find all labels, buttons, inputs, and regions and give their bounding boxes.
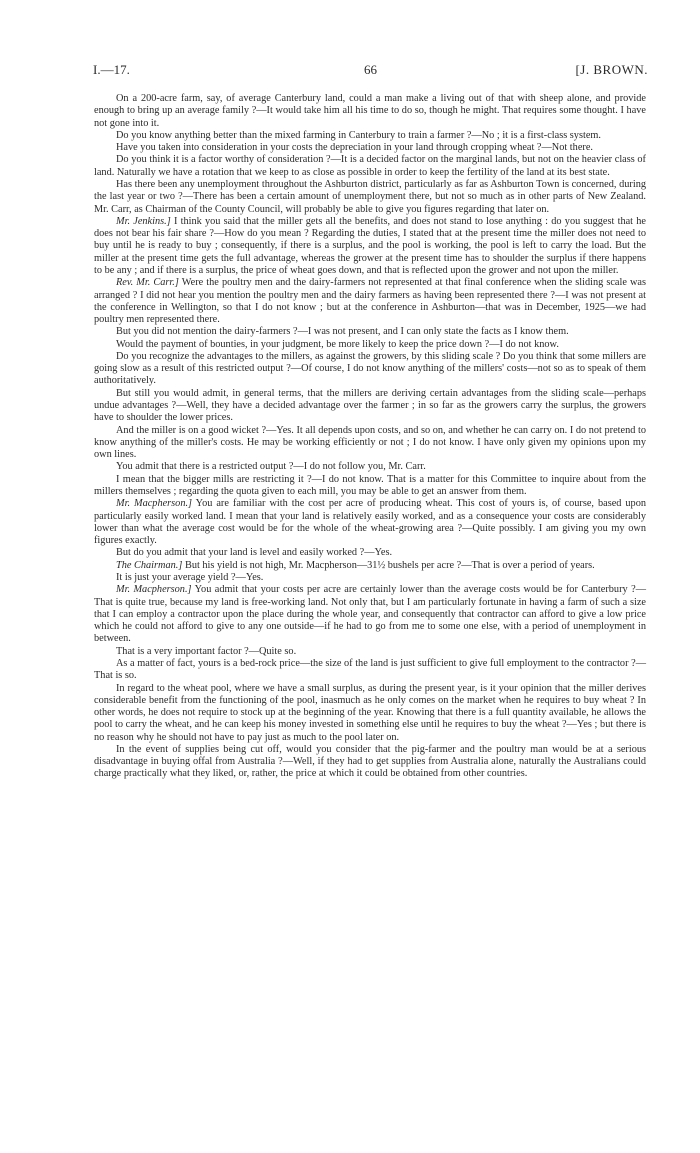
paragraph: In regard to the wheat pool, where we have a small surplus, as during the present year, is it your opinion that the miller derives considerable benefit from the functioning of the pool, inasmuch as he only comes on the market when he requires to buy wheat ? In other words, he does not require to stock up at the beginning of the year. Knowing that there is a full quantity available, he allows the pool to carry the wheat, and he can keep his money invested in something else until he requires to buy the wheat ?—Yes ; but there is no reason why he should not have to pay just as much to the pool later on. [94, 682, 646, 743]
paragraph: Mr. Jenkins.] I think you said that the miller gets all the benefits, and does not stand to lose anything : do you suggest that he does not bear his fair share ?—How do you mean ? Regarding the duties, I stated that at the present time the miller does not need to buy until he is ready to buy ; consequently, if there is a surplus, and the pool is working, the pool is left to carry the load. But the miller at the present time gets the full advantage, whereas the grower at the present time has to shoulder the surplus if there happens to be any ; and if there is a surplus, the price of wheat goes down, and that is reflected upon the grower and not upon the miller. [94, 215, 646, 276]
paragraph: Rev. Mr. Carr.] Were the poultry men and the dairy-farmers not represented at that final conference when the sliding scale was arranged ? I did not hear you mention the poultry men and the dairy farmers as having been represented there ?—I was not present at the conference in Wellington, so that I do not know ; but at the conference in Ashburton—that was in December, 1925—we had poultry men represented there. [94, 277, 646, 326]
paragraph: But you did not mention the dairy-farmers ?—I was not present, and I can only state the facts as I know them. [116, 326, 569, 338]
evidence-text [94, 93, 646, 781]
paragraph: Mr. Macpherson.] You are familiar with the cost per acre of producing wheat. This cost of yours is, of course, based upon particularly easily worked land. I mean that your land is relatively easily worked, and as a consequence your costs are considerably lower than what the average cost would be for the whole of the wheat-growing area ?—Quite possibly. I am giving you my own figures exactly. [94, 498, 646, 547]
paragraph: But do you admit that your land is level and easily worked ?—Yes. [116, 547, 393, 559]
speaker: The Chairman.] [116, 559, 183, 571]
paragraph: Do you know anything better than the mixed farming in Canterbury to train a farmer ?—No ; it is a first-class system. [116, 129, 601, 141]
paragraph: But still you would admit, in general terms, that the millers are deriving certain advantages from the sliding scale—perhaps undue advantages ?—Well, they have a decided advantage over the farmer ; in so far as the growers carry the surplus, the growers have to shoulder the lower prices. [94, 387, 646, 424]
paragraph: In the event of supplies being cut off, would you consider that the pig-farmer and the poultry man would be at a serious disadvantage in buying offal from Australia ?—Well, if they had to get supplies from Australia alone, naturally the Australians could charge practically what they liked, or, rather, the price at which it could be obtained from other countries. [94, 743, 646, 780]
speaker: Mr. Jenkins.] [116, 215, 171, 227]
paragraph: Do you recognize the advantages to the millers, as against the growers, by this sliding scale ? Do you think that some millers are going slow as a result of this restricted output ?—Of course, I do not know anything of the millers' costs—not so as to speak of them authoritatively. [94, 350, 646, 387]
witness-name: [J. BROWN. [575, 62, 648, 77]
paragraph: You admit that there is a restricted output ?—I do not follow you, Mr. Carr. [116, 461, 426, 473]
paragraph: Have you taken into consideration in your costs the depreciation in your land through cropping wheat ?—Not there. [116, 142, 593, 154]
paragraph: Has there been any unemployment throughout the Ashburton district, particularly as far as Ashburton Town is concerned, during the last year or two ?—There has been a certain amount of unemployment there, but not so much as in other parts of New Zealand. Mr. Carr, as Chairman of the County Council, will probably be able to give you figures regarding that later on. [94, 178, 646, 215]
speaker: Mr. Macpherson.] [116, 498, 193, 510]
document-reference: I.—17. [93, 62, 130, 77]
paragraph: I mean that the bigger mills are restricting it ?—I do not know. That is a matter for this Committee to inquire about from the millers themselves ; regarding the quota given to each mill, you may be able to get an answer from them. [94, 473, 646, 497]
page-header [93, 62, 648, 78]
paragraph: On a 200-acre farm, say, of average Canterbury land, could a man make a living out of that with sheep alone, and provide enough to bring up an average family ?—It would take him all his time to do so, though he might. That requires some thought. I have not gone into it. [94, 93, 646, 129]
paragraph: That is a very important factor ?—Quite so. [116, 645, 297, 657]
paragraph: Would the payment of bounties, in your judgment, be more likely to keep the price down ?—I do not know. [116, 338, 559, 350]
paragraph: Mr. Macpherson.] You admit that your costs per acre are certainly lower than the average costs would be for Canterbury ?—That is quite true, because my land is free-working land. Not only that, but I am particularly fortunate in having a farm of such a size that I can employ a contractor upon the place during the whole year, and consequently that contractor can afford to give a low price which he could not afford to give to any one outside—if he had to go from me to some one else, with a period of unemployment in between. [94, 584, 646, 645]
page-number: 66 [364, 62, 377, 77]
paragraph: The Chairman.] But his yield is not high, Mr. Macpherson—31½ bushels per acre ?—That is over a period of years. [116, 559, 595, 571]
speaker: Mr. Macpherson.] [116, 584, 192, 596]
paragraph: As a matter of fact, yours is a bed-rock price—the size of the land is just sufficient to give full employment to the contractor ?—That is so. [94, 657, 646, 682]
speaker: Rev. Mr. Carr.] [116, 277, 179, 289]
paragraph: Do you think it is a factor worthy of consideration ?—It is a decided factor on the marginal lands, but not on the heavier class of land. Naturally we have a rotation that we keep to as close as possible in order to keep the fertility of the land at its best state. [94, 154, 646, 178]
paragraph: It is just your average yield ?—Yes. [116, 571, 264, 583]
paragraph: And the miller is on a good wicket ?—Yes. It all depends upon costs, and so on, and whether he can carry on. I do not pretend to know anything of the miller's costs. He may be working efficiently or not ; I do not know. I have only given my opinions upon my own lines. [94, 424, 646, 461]
